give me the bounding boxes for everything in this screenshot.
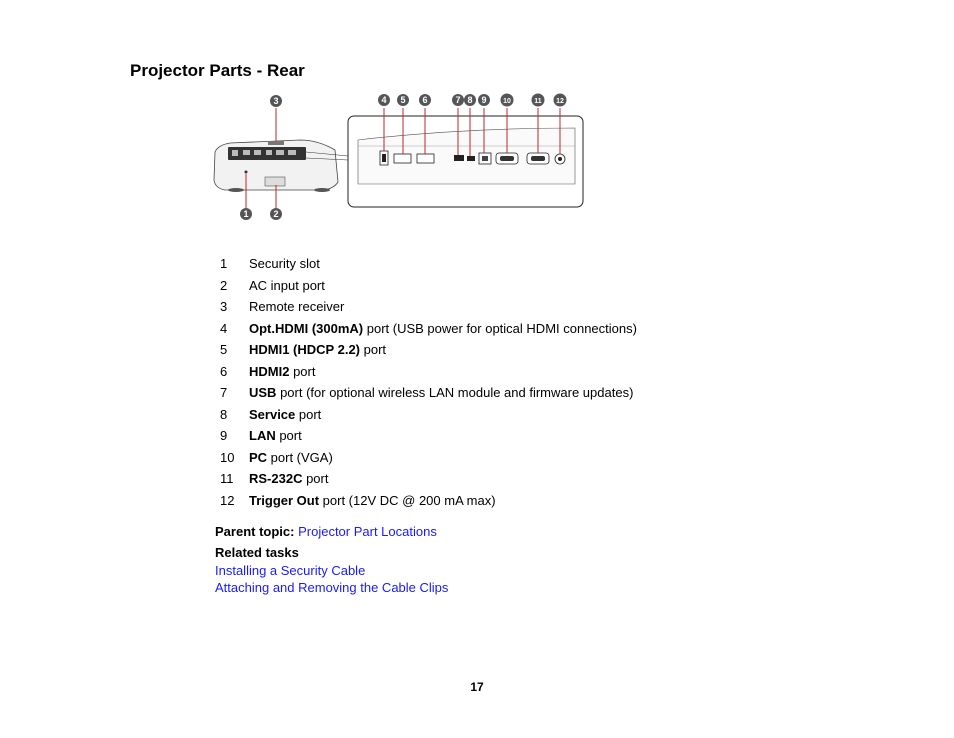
list-item: 2 AC input port bbox=[220, 277, 325, 293]
related-tasks-heading: Related tasks bbox=[215, 545, 299, 560]
list-item: 11 RS-232C port bbox=[220, 471, 329, 486]
parts-list bbox=[220, 254, 637, 512]
parent-topic-label: Parent topic: bbox=[215, 524, 295, 539]
svg-text:11: 11 bbox=[534, 98, 542, 105]
svg-text:10: 10 bbox=[503, 98, 511, 105]
list-item: 7 USB port (for optional wireless LAN module and firmware updates) bbox=[220, 385, 634, 400]
svg-text:3: 3 bbox=[273, 96, 279, 106]
callout-badge-10 bbox=[501, 94, 514, 107]
callout-badge-4 bbox=[378, 94, 390, 106]
svg-text:12: 12 bbox=[556, 98, 564, 105]
parent-topic-link[interactable]: Projector Part Locations bbox=[298, 524, 437, 539]
callout-badge-1 bbox=[240, 208, 252, 220]
list-item: 4 Opt.HDMI (300mA) port (USB power for optical HDMI connections) bbox=[220, 320, 637, 336]
svg-text:1: 1 bbox=[243, 209, 249, 219]
callout-badge-3 bbox=[270, 95, 282, 107]
zoomed-port-panel bbox=[348, 116, 583, 207]
callout-badge-2 bbox=[270, 208, 282, 220]
list-item: 1 Security slot bbox=[220, 256, 320, 271]
list-item: 12 Trigger Out port (12V DC @ 200 mA max) bbox=[220, 492, 496, 508]
svg-text:6: 6 bbox=[422, 95, 428, 105]
callout-badge-9 bbox=[478, 94, 490, 106]
svg-text:2: 2 bbox=[273, 209, 279, 219]
parent-topic bbox=[215, 524, 437, 539]
callout-badge-11 bbox=[532, 94, 545, 107]
related-task-link-security-cable[interactable]: Installing a Security Cable bbox=[215, 563, 366, 578]
svg-text:8: 8 bbox=[467, 95, 473, 105]
list-item: 8 Service port bbox=[220, 406, 322, 422]
page-title: Projector Parts - Rear bbox=[130, 61, 305, 80]
projector-body bbox=[214, 140, 348, 192]
list-item: 9 LAN port bbox=[220, 428, 302, 443]
callout-badge-6 bbox=[419, 94, 431, 106]
svg-text:9: 9 bbox=[481, 95, 487, 105]
svg-text:5: 5 bbox=[400, 95, 406, 105]
list-item: 5 HDMI1 (HDCP 2.2) port bbox=[220, 342, 387, 357]
list-item: 3 Remote receiver bbox=[220, 299, 345, 314]
related-task-link-cable-clips[interactable]: Attaching and Removing the Cable Clips bbox=[215, 580, 449, 595]
callout-badge-5 bbox=[397, 94, 409, 106]
callout-badge-7 bbox=[452, 94, 464, 106]
callout-badge-8 bbox=[464, 94, 476, 106]
svg-text:7: 7 bbox=[455, 95, 461, 105]
callout-badge-12 bbox=[554, 94, 567, 107]
projector-rear-diagram bbox=[205, 90, 590, 225]
svg-text:4: 4 bbox=[381, 95, 387, 105]
list-item: 6 HDMI2 port bbox=[220, 363, 316, 379]
page-number: 17 bbox=[470, 680, 484, 694]
list-item: 10 PC port (VGA) bbox=[220, 449, 333, 465]
